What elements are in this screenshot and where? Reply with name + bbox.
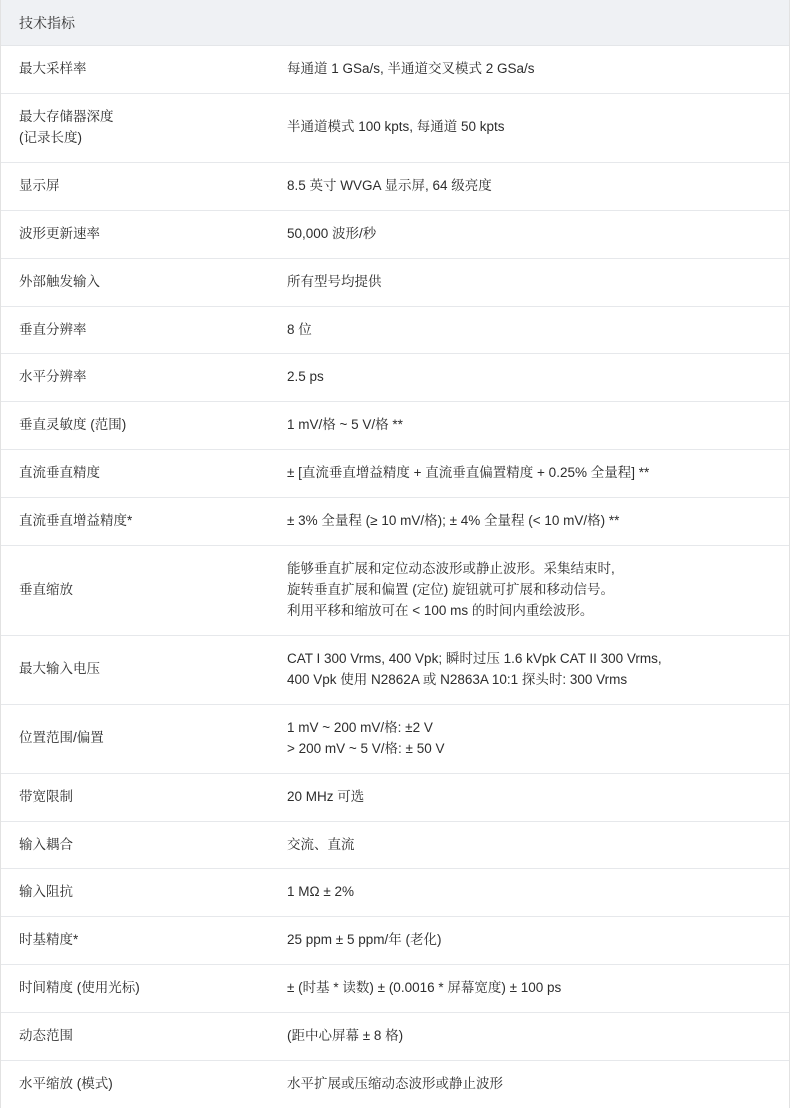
spec-label-line: 时基精度* bbox=[19, 932, 79, 948]
spec-value-line: 25 ppm ± 5 ppm/年 (老化) bbox=[287, 932, 442, 948]
section-header bbox=[1, 0, 789, 46]
spec-value bbox=[269, 354, 789, 402]
table-row bbox=[1, 869, 789, 917]
section-title: 技术指标 bbox=[19, 15, 75, 31]
spec-label bbox=[1, 258, 269, 306]
spec-value bbox=[269, 1061, 789, 1108]
table-row bbox=[1, 498, 789, 546]
table-row bbox=[1, 821, 789, 869]
spec-value-line: (距中心屏幕 ± 8 格) bbox=[287, 1028, 404, 1044]
table-row bbox=[1, 917, 789, 965]
spec-label bbox=[1, 965, 269, 1013]
spec-value bbox=[269, 965, 789, 1013]
table-row bbox=[1, 46, 789, 93]
spec-label-line: 外部触发输入 bbox=[19, 273, 100, 289]
spec-value-line: ± (时基 * 读数) ± (0.0016 * 屏幕宽度) ± 100 ps bbox=[287, 980, 562, 996]
spec-value bbox=[269, 1013, 789, 1061]
spec-label bbox=[1, 306, 269, 354]
spec-label bbox=[1, 46, 269, 93]
table-row bbox=[1, 306, 789, 354]
spec-label-line: 最大采样率 bbox=[19, 61, 87, 76]
spec-label-line: 输入阻抗 bbox=[19, 884, 73, 900]
specifications-table-body bbox=[1, 46, 789, 1108]
spec-value-line: > 200 mV ~ 5 V/格: ± 50 V bbox=[287, 740, 445, 756]
spec-label-line: 最大存储器深度 bbox=[19, 108, 114, 124]
spec-label bbox=[1, 704, 269, 773]
spec-value-line: 50,000 波形/秒 bbox=[287, 225, 377, 241]
spec-label-line: 显示屏 bbox=[19, 177, 60, 193]
spec-value bbox=[269, 46, 789, 93]
spec-value-line: 8 位 bbox=[287, 321, 312, 337]
spec-label bbox=[1, 917, 269, 965]
spec-label-line: 垂直缩放 bbox=[19, 582, 73, 598]
spec-value bbox=[269, 821, 789, 869]
spec-label-line: 垂直灵敏度 (范围) bbox=[19, 417, 127, 433]
spec-label bbox=[1, 402, 269, 450]
specifications-table bbox=[1, 46, 789, 1108]
spec-value bbox=[269, 93, 789, 162]
spec-label-line: 位置范围/偏置 bbox=[19, 730, 104, 746]
table-row bbox=[1, 450, 789, 498]
table-row bbox=[1, 1061, 789, 1108]
spec-value bbox=[269, 210, 789, 258]
spec-value-line: ± 3% 全量程 (≥ 10 mV/格); ± 4% 全量程 (< 10 mV/格) ** bbox=[287, 513, 620, 529]
spec-label-line: 带宽限制 bbox=[19, 788, 73, 804]
spec-value bbox=[269, 162, 789, 210]
table-row bbox=[1, 965, 789, 1013]
spec-label bbox=[1, 546, 269, 636]
table-row bbox=[1, 773, 789, 821]
spec-label-line: 水平缩放 (模式) bbox=[19, 1076, 113, 1092]
spec-value-line: 水平扩展或压缩动态波形或静止波形 bbox=[287, 1076, 503, 1092]
spec-value-line: CAT I 300 Vrms, 400 Vpk; 瞬时过压 1.6 kVpk CAT II 300 Vrms, bbox=[287, 650, 662, 666]
spec-value bbox=[269, 498, 789, 546]
spec-label bbox=[1, 869, 269, 917]
spec-label bbox=[1, 93, 269, 162]
spec-label-line: (记录长度) bbox=[19, 129, 82, 145]
spec-value bbox=[269, 258, 789, 306]
table-row bbox=[1, 210, 789, 258]
spec-label bbox=[1, 1061, 269, 1108]
spec-value-line: 所有型号均提供 bbox=[287, 273, 382, 289]
spec-value-line: 能够垂直扩展和定位动态波形或静止波形。采集结束时, bbox=[287, 561, 615, 577]
spec-value-line: 1 mV/格 ~ 5 V/格 ** bbox=[287, 417, 403, 433]
spec-value bbox=[269, 635, 789, 704]
spec-value bbox=[269, 869, 789, 917]
spec-value-line: 旋转垂直扩展和偏置 (定位) 旋钮就可扩展和移动信号。 bbox=[287, 582, 614, 598]
table-row bbox=[1, 1013, 789, 1061]
table-row bbox=[1, 162, 789, 210]
table-row bbox=[1, 546, 789, 636]
spec-value-line: 半通道模式 100 kpts, 每通道 50 kpts bbox=[287, 119, 505, 135]
spec-value bbox=[269, 546, 789, 636]
spec-value-line: 2.5 ps bbox=[287, 369, 324, 385]
spec-value bbox=[269, 306, 789, 354]
table-row bbox=[1, 402, 789, 450]
spec-value bbox=[269, 917, 789, 965]
spec-value bbox=[269, 704, 789, 773]
spec-label bbox=[1, 162, 269, 210]
spec-label bbox=[1, 210, 269, 258]
spec-label-line: 垂直分辨率 bbox=[19, 321, 87, 337]
spec-label bbox=[1, 354, 269, 402]
spec-value bbox=[269, 450, 789, 498]
spec-value-line: 20 MHz 可选 bbox=[287, 788, 365, 804]
spec-value-line: 利用平移和缩放可在 < 100 ms 的时间内重绘波形。 bbox=[287, 602, 594, 618]
table-row bbox=[1, 354, 789, 402]
spec-label bbox=[1, 498, 269, 546]
table-row bbox=[1, 258, 789, 306]
spec-value-line: 8.5 英寸 WVGA 显示屏, 64 级亮度 bbox=[287, 177, 492, 193]
spec-label bbox=[1, 821, 269, 869]
spec-label-line: 最大输入电压 bbox=[19, 661, 100, 677]
spec-value-line: 1 MΩ ± 2% bbox=[287, 884, 355, 900]
spec-value-line: ± [直流垂直增益精度 + 直流垂直偏置精度 + 0.25% 全量程] ** bbox=[287, 465, 650, 481]
spec-label-line: 水平分辨率 bbox=[19, 369, 87, 385]
spec-label bbox=[1, 773, 269, 821]
spec-value bbox=[269, 773, 789, 821]
spec-label-line: 输入耦合 bbox=[19, 836, 73, 852]
table-row bbox=[1, 704, 789, 773]
spec-value-line: 400 Vpk 使用 N2862A 或 N2863A 10:1 探头时: 300 Vrms bbox=[287, 671, 628, 687]
table-row bbox=[1, 93, 789, 162]
spec-label-line: 直流垂直增益精度* bbox=[19, 513, 133, 529]
spec-value bbox=[269, 402, 789, 450]
spec-label-line: 波形更新速率 bbox=[19, 225, 100, 241]
spec-label-line: 动态范围 bbox=[19, 1028, 73, 1044]
spec-label-line: 时间精度 (使用光标) bbox=[19, 980, 140, 996]
spec-label bbox=[1, 635, 269, 704]
spec-value-line: 1 mV ~ 200 mV/格: ±2 V bbox=[287, 719, 433, 735]
spec-label-line: 直流垂直精度 bbox=[19, 465, 100, 481]
spec-value-line: 交流、直流 bbox=[287, 836, 355, 852]
spec-label bbox=[1, 1013, 269, 1061]
spec-label bbox=[1, 450, 269, 498]
table-row bbox=[1, 635, 789, 704]
spec-value-line: 每通道 1 GSa/s, 半通道交叉模式 2 GSa/s bbox=[287, 61, 535, 76]
